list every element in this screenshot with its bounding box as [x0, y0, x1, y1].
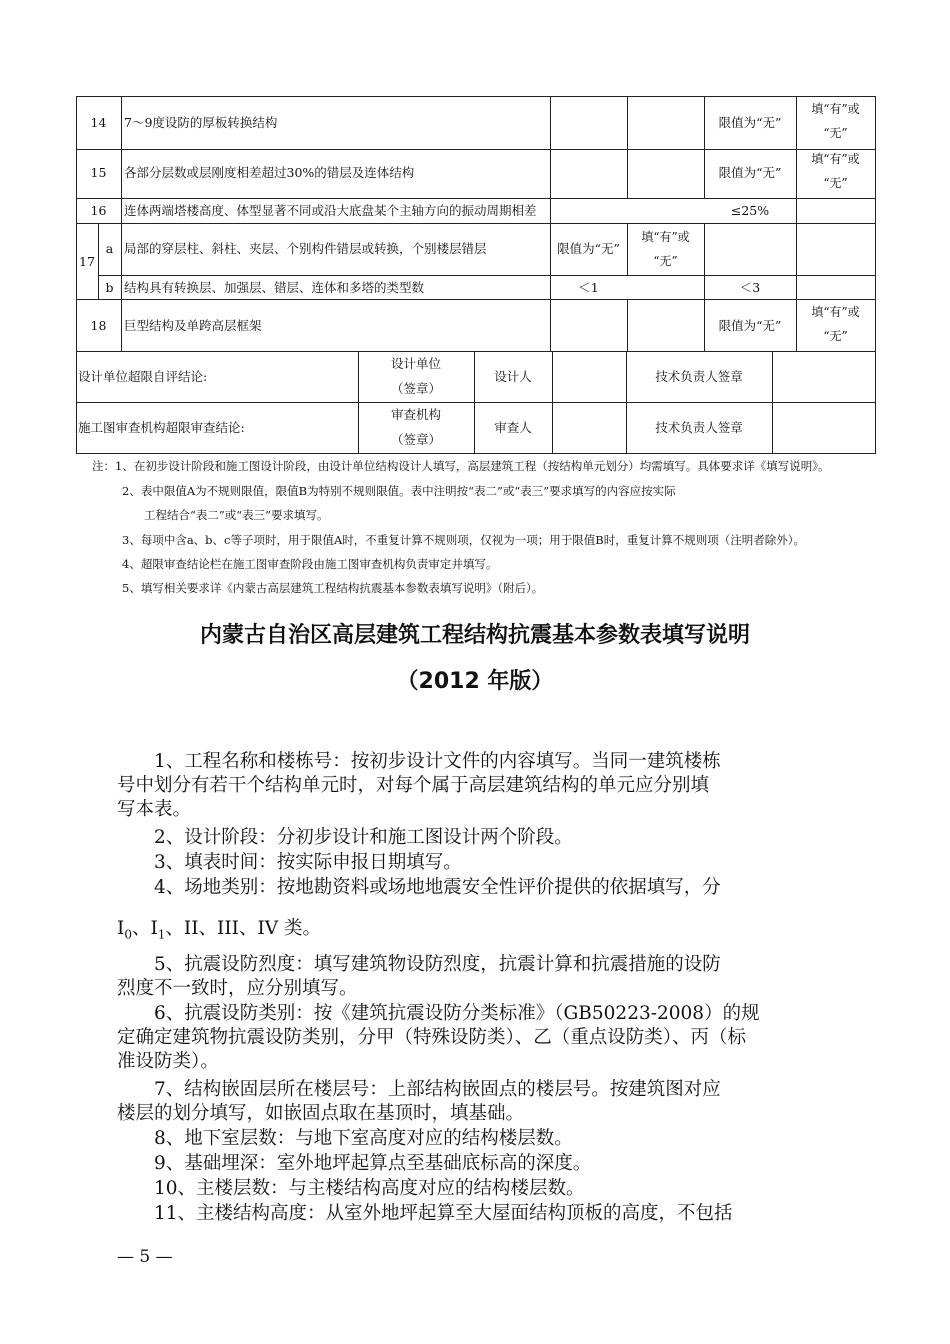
row-number: 18 [90, 318, 107, 333]
limit-a: ＜1 [578, 280, 599, 295]
table-line [76, 223, 876, 224]
designer-label: 设计人 [494, 369, 532, 384]
row-description: 局部的穿层柱、斜柱、夹层、个别构件错层或转换，个别楼层错层 [124, 241, 487, 256]
table-line [550, 96, 551, 352]
design-unit-label: 设计单位 [390, 356, 441, 371]
table-border-right [875, 96, 876, 454]
site-class-line: $I_0$、$I_1$、II、III、IV 类。 [117, 918, 322, 942]
paragraph-line: 写本表。 [117, 799, 192, 820]
paragraph-line: 9、基础埋深：室外地坪起算点至基础底标高的深度。 [154, 1153, 592, 1174]
sub-item-label: b [105, 280, 114, 295]
row-number: 14 [90, 115, 107, 130]
table-border-bottom [76, 453, 876, 454]
table-line [626, 351, 627, 454]
tech-lead-signature-label: 技术负责人签章 [655, 420, 743, 435]
row-number: 17 [79, 254, 95, 269]
table-line [121, 96, 122, 352]
site-class-i0: $I_0$ [117, 918, 132, 942]
reviewer-label: 审查人 [494, 420, 532, 435]
review-agency-label: 审查机构 [390, 407, 441, 422]
table-line [772, 351, 773, 454]
table-border-top [76, 96, 876, 97]
note-item: 4、超限审查结论栏在施工图审查阶段由施工图审查机构负责审定并填写。 [122, 557, 498, 571]
table-line [704, 96, 705, 199]
row-number: 16 [90, 203, 107, 218]
row-description: 巨型结构及单跨高层框架 [124, 318, 262, 333]
table-line [76, 149, 876, 150]
paragraph-line: 定确定建筑物抗震设防类别，分甲（特殊设防类）、乙（重点设防类）、丙（标 [117, 1027, 747, 1048]
tech-lead-signature-label: 技术负责人签章 [655, 369, 743, 384]
table-line [627, 96, 628, 199]
paragraph-line: 号中划分有若干个结构单元时，对每个属于高层建筑结构的单元应分别填 [117, 775, 710, 796]
limit-b: ＜3 [739, 280, 761, 295]
note-item: 3、每项中含a、b、c等子项时，用于限值A时，不重复计算不规则项，仅视为一项；用于限值B时，重复计算不规则项（注明者除外）。 [122, 533, 805, 547]
page-number: — 5 — [117, 1247, 173, 1267]
limit-b: 限值为“无” [718, 318, 782, 333]
row-description: 结构具有转换层、加强层、错层、连体和多塔的类型数 [124, 280, 425, 295]
row-number: 15 [90, 165, 107, 180]
paragraph-line: 1、工程名称和楼栋号：按初步设计文件的内容填写。当同一建筑楼栋 [154, 751, 721, 772]
review-conclusion-label: 施工图审查机构超限审查结论: [78, 420, 245, 435]
fill-hint: 填“有”或 [811, 152, 860, 166]
paragraph-line: 6、抗震设防类别：按《建筑抗震设防分类标准》（GB50223-2008）的规 [154, 1003, 760, 1024]
fill-hint: “无” [823, 329, 848, 343]
paragraph-line: 7、结构嵌固层所在楼层号：上部结构嵌固点的楼层号。按建筑图对应 [154, 1079, 721, 1100]
limit-a: 限值为“无” [557, 241, 620, 256]
row-description: 连体两端塔楼高度、体型显著不同或沿大底盘某个主轴方向的振动周期相差 [124, 203, 537, 218]
fill-hint: 填“有”或 [641, 230, 690, 244]
sub-item-label: a [105, 241, 114, 256]
paragraph-line: 4、场地类别：按地勘资料或场地地震安全性评价提供的依据填写，分 [154, 877, 721, 898]
note-item: 5、填写相关要求详《内蒙古高层建筑工程结构抗震基本参数表填写说明》（附后）。 [122, 581, 544, 595]
limit-b: 限值为“无” [718, 115, 782, 130]
limit-b: 限值为“无” [718, 165, 782, 180]
paragraph-line: 8、地下室层数：与地下室高度对应的结构楼层数。 [154, 1128, 573, 1149]
design-unit-seal: （签章） [390, 381, 441, 396]
table-line [76, 351, 876, 352]
review-agency-seal: （签章） [390, 432, 441, 447]
table-line [474, 351, 475, 454]
table-line [627, 299, 628, 352]
note-item: 注：1、在初步设计阶段和施工图设计阶段，由设计单位结构设计人填写，高层建筑工程（按结构单元划分）均需填写。具体要求详《填写说明》。 [92, 459, 830, 473]
paragraph-line: 2、设计阶段：分初步设计和施工图设计两个阶段。 [154, 827, 573, 848]
table-border-left [76, 96, 77, 454]
limit-b: ≤25% [730, 203, 770, 218]
document-title: 内蒙古自治区高层建筑工程结构抗震基本参数表填写说明 [199, 623, 750, 648]
paragraph-line: 准设防类）。 [117, 1051, 219, 1072]
row-description: 各部分层数或层刚度相差超过30%的错层及连体结构 [124, 165, 415, 180]
document-edition: （2012 年版） [396, 669, 554, 694]
table-line [76, 402, 876, 403]
table-line [76, 299, 876, 300]
fill-hint: 填“有”或 [811, 305, 860, 319]
fill-hint: “无” [823, 176, 848, 190]
fill-hint: “无” [823, 126, 848, 140]
table-line [98, 275, 876, 276]
table-line [552, 351, 553, 454]
row-description: 7～9度设防的厚板转换结构 [124, 115, 278, 130]
note-item: 工程结合“表二”或“表三”要求填写。 [144, 508, 329, 522]
fill-hint: 填“有”或 [811, 102, 860, 116]
site-class-i1: $I_1$ [150, 918, 166, 942]
paragraph-line: 烈度不一致时，应分别填写。 [117, 978, 358, 999]
design-conclusion-label: 设计单位超限自评结论: [78, 369, 208, 384]
note-item: 2、表中限值A为不规则限值，限值B为特别不规则限值。表中注明按“表二”或“表三”要求填写的内容应按实际 [122, 484, 676, 498]
paragraph-line: 楼层的划分填写，如嵌固点取在基顶时，填基础。 [117, 1103, 525, 1124]
table-line [76, 198, 876, 199]
paragraph-line: 3、填表时间：按实际申报日期填写。 [154, 852, 462, 873]
paragraph-line: 10、主楼层数：与主楼结构高度对应的结构楼层数。 [154, 1178, 585, 1199]
paragraph-line: 5、抗震设防烈度：填写建筑物设防烈度，抗震计算和抗震措施的设防 [154, 954, 721, 975]
fill-hint: “无” [653, 254, 678, 268]
paragraph-line: 11、主楼结构高度：从室外地坪起算至大屋面结构顶板的高度，不包括 [154, 1203, 733, 1224]
